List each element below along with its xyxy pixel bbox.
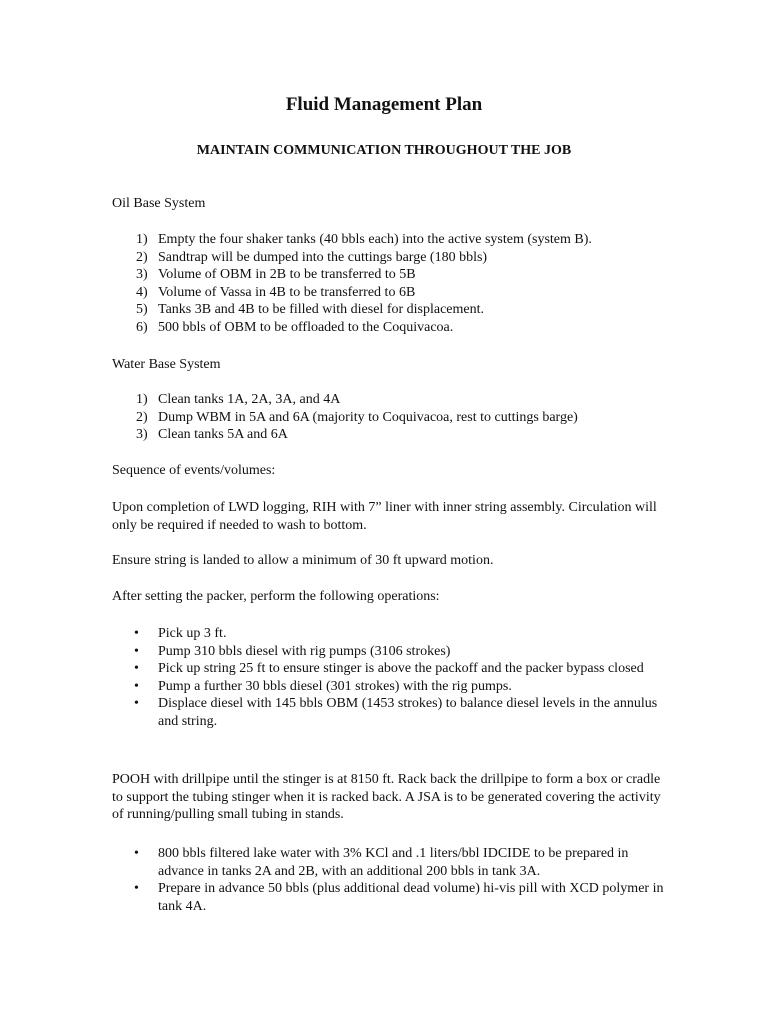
water-base-heading: Water Base System (112, 357, 221, 372)
water-base-item (112, 409, 672, 427)
operation-item-text: Pick up 3 ft. (158, 626, 227, 641)
document-title: Fluid Management Plan (285, 94, 483, 115)
operation-item-text: Pump 310 bbls diesel with rig pumps (3106 strokes) (158, 643, 451, 659)
oil-base-item (112, 284, 672, 302)
preparation-item (112, 845, 672, 880)
lwd-paragraph: Upon completion of LWD logging, RIH with 7” liner with inner string assembly. Circulation will only be required if needed to wash to bottom. (112, 500, 657, 533)
packer-paragraph: After setting the packer, perform the following operations: (112, 589, 440, 604)
oil-base-item-text: Volume of Vassa in 4B to be transferred to 6B (158, 284, 416, 300)
oil-base-item (112, 249, 672, 267)
water-base-item (112, 391, 672, 409)
oil-base-item-text: 500 bbls of OBM to be offloaded to the Coquivacoa. (158, 319, 454, 335)
operation-item (112, 643, 672, 661)
preparation-item-text: Prepare in advance 50 bbls (plus additional dead volume) hi-vis pill with XCD polymer in tank 4A. (158, 881, 664, 914)
oil-base-item-number: 5) (136, 302, 148, 317)
water-base-list (112, 391, 672, 444)
preparation-item-text: 800 bbls filtered lake water with 3% KCl and .1 liters/bbl IDCIDE to be prepared in advance in tanks 2A and 2B, with an additional 200 bbls in tank 3A. (158, 846, 629, 879)
bullet-icon: • (134, 846, 139, 861)
oil-base-item-number: 1) (136, 232, 148, 247)
oil-base-item-text: Empty the four shaker tanks (40 bbls each) into the active system (system B). (158, 232, 592, 247)
oil-base-item-number: 6) (136, 319, 148, 335)
water-base-item-text: Clean tanks 5A and 6A (158, 427, 288, 442)
sequence-heading: Sequence of events/volumes: (112, 463, 276, 478)
operation-item (112, 660, 672, 678)
bullet-icon: • (134, 661, 139, 676)
oil-base-heading: Oil Base System (112, 196, 206, 211)
preparations-list (112, 845, 672, 915)
water-base-item-number: 1) (136, 392, 148, 407)
oil-base-list (112, 231, 672, 336)
bullet-icon: • (134, 881, 139, 896)
water-base-item-number: 2) (136, 409, 148, 425)
preparation-item (112, 880, 672, 915)
water-base-item-number: 3) (136, 427, 148, 442)
oil-base-item-number: 4) (136, 284, 148, 300)
document-subtitle: MAINTAIN COMMUNICATION THROUGHOUT THE JOB (196, 143, 572, 158)
water-base-item-text: Clean tanks 1A, 2A, 3A, and 4A (158, 392, 341, 407)
water-base-item-text: Dump WBM in 5A and 6A (majority to Coquivacoa, rest to cuttings barge) (158, 409, 578, 425)
oil-base-item-number: 2) (136, 249, 148, 265)
water-base-item (112, 426, 672, 444)
oil-base-item (112, 231, 672, 249)
bullet-icon: • (134, 696, 139, 711)
operation-item (112, 695, 672, 730)
operation-item-text: Displace diesel with 145 bbls OBM (1453 strokes) to balance diesel levels in the annulus and string. (158, 696, 658, 729)
oil-base-item (112, 301, 672, 319)
bullet-icon: • (134, 626, 139, 641)
operation-item-text: Pump a further 30 bbls diesel (301 strokes) with the rig pumps. (158, 678, 512, 694)
bullet-icon: • (134, 643, 139, 659)
oil-base-item (112, 266, 672, 284)
landed-paragraph: Ensure string is landed to allow a minimum of 30 ft upward motion. (112, 553, 494, 568)
oil-base-item-text: Tanks 3B and 4B to be filled with diesel for displacement. (158, 302, 485, 317)
operation-item (112, 625, 672, 643)
bullet-icon: • (134, 678, 139, 694)
operation-item (112, 678, 672, 696)
oil-base-item-number: 3) (136, 267, 148, 282)
oil-base-item-text: Sandtrap will be dumped into the cuttings barge (180 bbls) (158, 249, 488, 265)
operations-list (112, 625, 672, 730)
operation-item-text: Pick up string 25 ft to ensure stinger is above the packoff and the packer bypass closed (158, 661, 644, 676)
pooh-paragraph: POOH with drillpipe until the stinger is at 8150 ft. Rack back the drillpipe to form a box or cradle to support the tubing stinger when it is racked back. A JSA is to be generated covering the activity of running/pulling small tubing in stands. (112, 772, 661, 822)
oil-base-item-text: Volume of OBM in 2B to be transferred to 5B (158, 267, 416, 282)
oil-base-item (112, 319, 672, 337)
